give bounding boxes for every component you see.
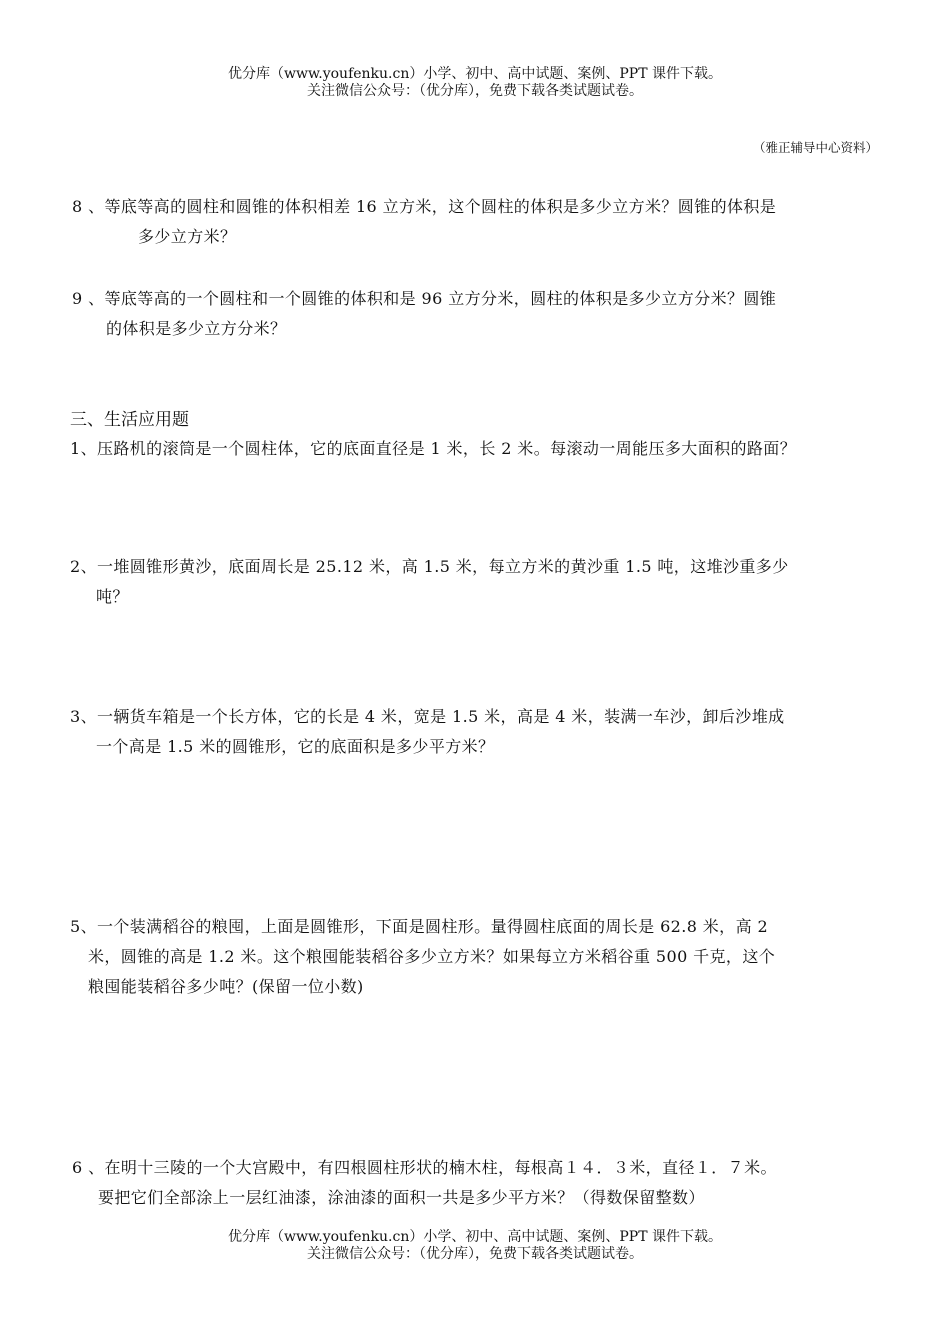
source-note: （雅正辅导中心资料） xyxy=(752,140,878,155)
question-text-line-1: 在明十三陵的一个大宫殿中，有四根圆柱形状的楠木柱，每根高１４．３米，直径１．７米。 xyxy=(104,1158,777,1177)
section3-question-5 xyxy=(70,912,900,1002)
section3-question-6 xyxy=(72,1153,902,1213)
section3-question-2 xyxy=(70,552,900,612)
question-number: 9 、 xyxy=(72,289,105,308)
question-text-line-2: 吨？ xyxy=(96,587,129,606)
question-text-line-2: 的体积是多少立方分米？ xyxy=(106,319,287,338)
header-line-2: 关注微信公众号：（优分库），免费下载各类试题试卷。 xyxy=(307,83,643,99)
footer-line-1: 优分库（www.youfenku.cn）小学、初中、高中试题、案例、PPT 课件下载。 xyxy=(227,1229,722,1245)
question-text-line-2: 米，圆锥的高是 1.2 米。这个粮囤能装稻谷多少立方米？如果每立方米稻谷重 500 千克，这个 xyxy=(88,947,776,966)
header-line-1: 优分库（www.youfenku.cn）小学、初中、高中试题、案例、PPT 课件下载。 xyxy=(227,66,722,82)
question-text-line-2: 要把它们全部涂上一层红油漆，涂油漆的面积一共是多少平方米？（得数保留整数） xyxy=(98,1188,705,1207)
question-8 xyxy=(72,192,892,252)
question-text-line-1: 压路机的滚筒是一个圆柱体，它的底面直径是 1 米，长 2 米。每滚动一周能压多大面积的路面？ xyxy=(96,439,797,458)
question-number: 1、 xyxy=(70,439,97,458)
section3-question-3 xyxy=(70,702,900,762)
question-9 xyxy=(72,284,892,344)
question-number: 5、 xyxy=(70,917,97,936)
question-text-line-2: 多少立方米？ xyxy=(138,227,237,246)
page-header xyxy=(0,66,950,100)
section-title: 三、生活应用题 xyxy=(70,410,189,430)
question-number: 3、 xyxy=(70,707,97,726)
question-text-line-1: 等底等高的圆柱和圆锥的体积相差 16 立方米，这个圆柱的体积是多少立方米？圆锥的体积是 xyxy=(104,197,777,216)
question-text-line-3: 粮囤能装稻谷多少吨？(保留一位小数) xyxy=(88,977,364,996)
footer-line-2: 关注微信公众号：（优分库），免费下载各类试题试卷。 xyxy=(307,1246,643,1262)
question-number: 6 、 xyxy=(72,1158,105,1177)
question-number: 8 、 xyxy=(72,197,105,216)
question-text-line-2: 一个高是 1.5 米的圆锥形，它的底面积是多少平方米？ xyxy=(96,737,495,756)
section3-question-1 xyxy=(70,434,900,464)
question-text-line-1: 一个装满稻谷的粮囤，上面是圆锥形，下面是圆柱形。量得圆柱底面的周长是 62.8 米，高 2 xyxy=(96,917,769,936)
question-text-line-1: 等底等高的一个圆柱和一个圆锥的体积和是 96 立方分米，圆柱的体积是多少立方分米？圆锥 xyxy=(104,289,777,308)
question-text-line-1: 一堆圆锥形黄沙，底面周长是 25.12 米，高 1.5 米，每立方米的黄沙重 1.5 吨，这堆沙重多少 xyxy=(96,557,789,576)
question-text-line-1: 一辆货车箱是一个长方体，它的长是 4 米，宽是 1.5 米，高是 4 米，装满一车沙，卸后沙堆成 xyxy=(96,707,785,726)
page-footer xyxy=(0,1229,950,1263)
question-number: 2、 xyxy=(70,557,97,576)
